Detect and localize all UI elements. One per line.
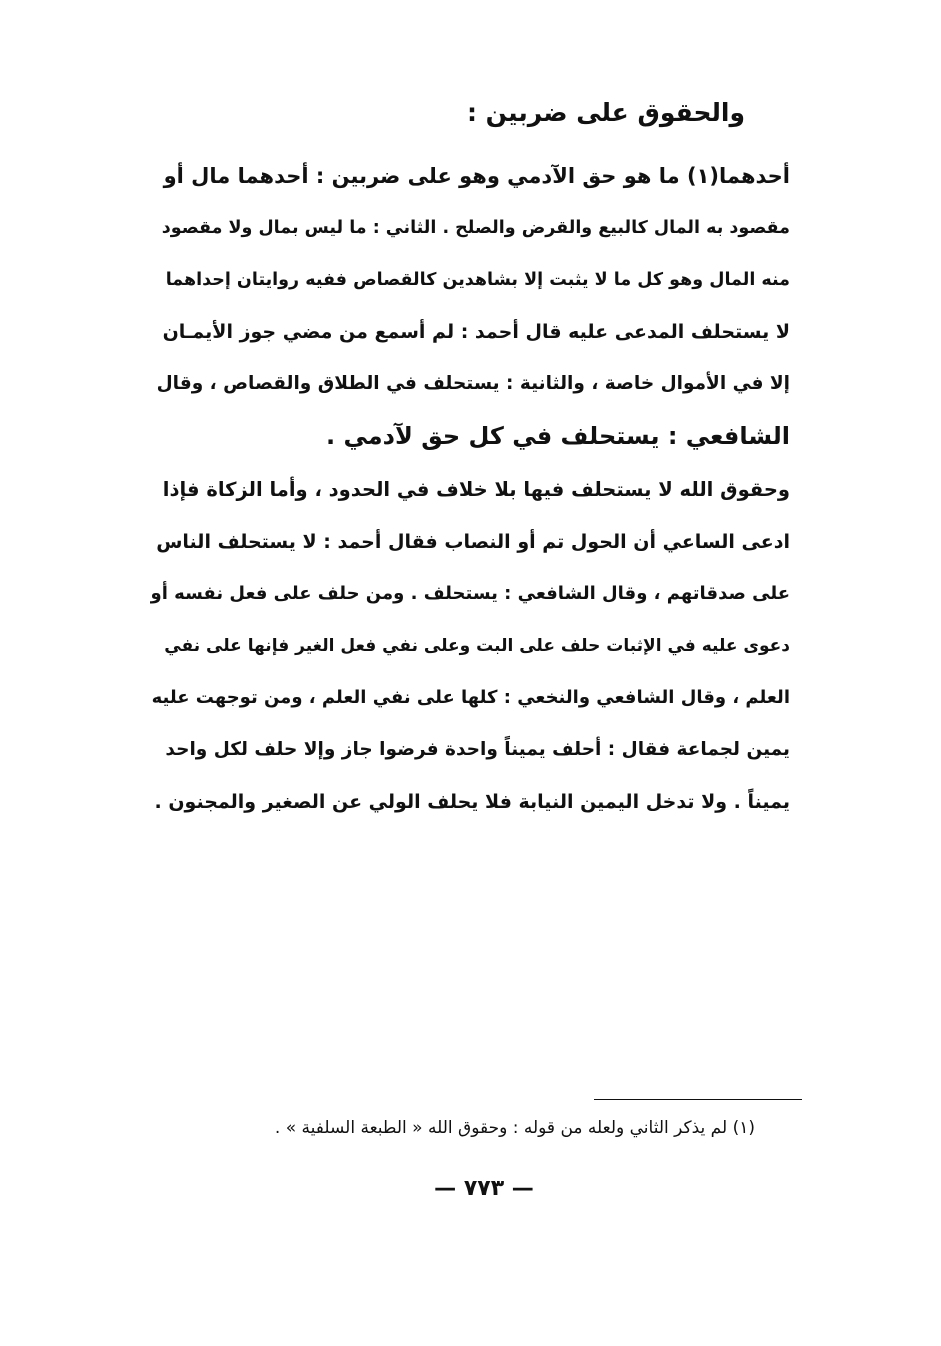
text-line: مقصود به المال كالبيع والقرض والصلح . الثاني : ما ليس بمال ولا مقصود <box>161 218 790 238</box>
text-line: وحقوق الله لا يستحلف فيها بلا خلاف في الحدود ، وأما الزكاة فإذا <box>162 478 790 501</box>
text-line: الشافعي : يستحلف في كل حق لآدمي . <box>326 422 790 450</box>
text-line: دعوى عليه في الإثبات حلف على البت وعلى نفي فعل الغير فإنها على نفي <box>164 636 790 656</box>
paragraph-2 <box>150 464 790 828</box>
page-number: — ٧٧٣ — <box>434 1176 534 1201</box>
paragraph-1 <box>150 150 790 462</box>
footnote: (١) لم يذكر الثاني ولعله من قوله : وحقوق الله « الطبعة السلفية » . <box>274 1118 755 1138</box>
text-line: إلا في الأموال خاصة ، والثانية : يستحلف في الطلاق والقصاص ، وقال <box>156 373 790 394</box>
section-heading: والحقوق على ضربين : <box>466 98 745 127</box>
footnote-divider <box>594 1099 802 1100</box>
text-line: أحدهما(١) ما هو حق الآدمي وهو على ضربين : أحدهما مال أو <box>163 164 790 188</box>
text-line: يميناً . ولا تدخل اليمين النيابة فلا يحلف الولي عن الصغير والمجنون . <box>154 791 790 813</box>
text-line: على صدقاتهم ، وقال الشافعي : يستحلف . ومن حلف على فعل نفسه أو <box>150 583 790 604</box>
text-line: العلم ، وقال الشافعي والنخعي : كلها على نفي العلم ، ومن توجهت عليه <box>151 687 790 708</box>
text-line: لا يستحلف المدعى عليه قال أحمد : لم أسمع من مضي جوز الأيمـان <box>162 321 790 343</box>
text-line: يمين لجماعة فقال : أحلف يميناً واحدة فرضوا جاز وإلا حلف لكل واحد <box>165 739 790 760</box>
text-line: منه المال وهو كل ما لا يثبت إلا بشاهدين كالقصاص ففيه روايتان إحداهما <box>165 270 790 290</box>
text-line: ادعى الساعي أن الحول تم أو النصاب فقال أحمد : لا يستحلف الناس <box>156 531 790 553</box>
